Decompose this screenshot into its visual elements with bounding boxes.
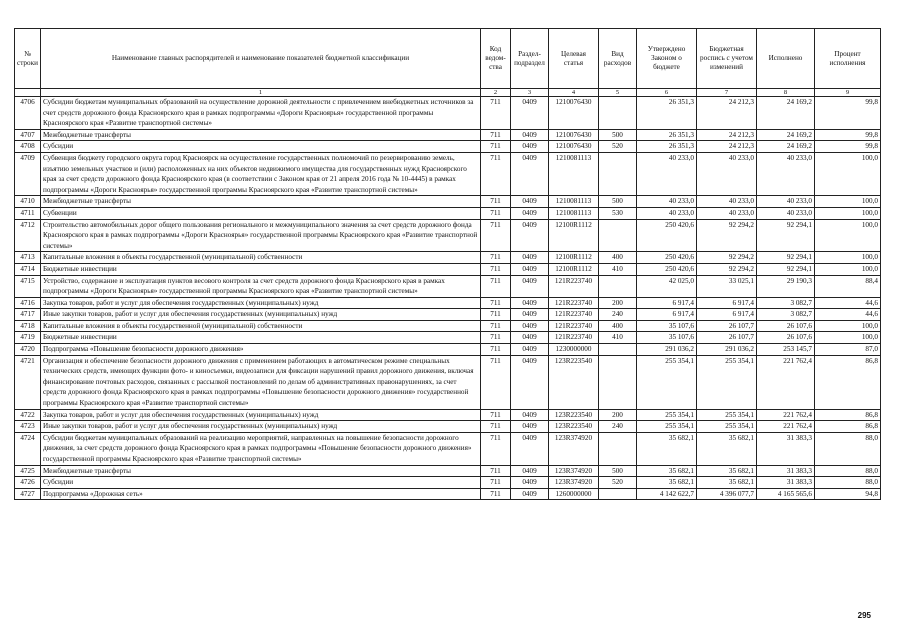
row-name: Иные закупки товаров, работ и услуг для обеспечения государственных (муниципальных) нужд xyxy=(41,421,481,433)
row-approved: 35 107,6 xyxy=(637,332,697,344)
row-number: 4713 xyxy=(15,252,41,264)
row-expense-kind: 520 xyxy=(599,141,637,153)
row-target-article: 121R223740 xyxy=(549,275,599,297)
row-budget-list: 24 212,3 xyxy=(697,129,757,141)
table-row xyxy=(15,409,881,421)
row-budget-list: 92 294,2 xyxy=(697,263,757,275)
row-expense-kind: 400 xyxy=(599,252,637,264)
row-number: 4709 xyxy=(15,152,41,195)
row-executed: 3 082,7 xyxy=(757,297,815,309)
row-executed: 221 762,4 xyxy=(757,355,815,409)
row-dept-code: 711 xyxy=(481,97,511,130)
row-section: 0409 xyxy=(511,196,549,208)
row-section: 0409 xyxy=(511,207,549,219)
row-target-article: 1210076430 xyxy=(549,129,599,141)
table-row xyxy=(15,488,881,500)
row-executed: 24 169,2 xyxy=(757,97,815,130)
row-expense-kind xyxy=(599,432,637,465)
row-expense-kind: 200 xyxy=(599,409,637,421)
row-approved: 255 354,1 xyxy=(637,355,697,409)
row-percent: 94,8 xyxy=(815,488,881,500)
row-dept-code: 711 xyxy=(481,488,511,500)
row-expense-kind xyxy=(599,97,637,130)
row-expense-kind: 410 xyxy=(599,332,637,344)
row-section: 0409 xyxy=(511,297,549,309)
row-expense-kind: 530 xyxy=(599,207,637,219)
row-target-article: 123R223540 xyxy=(549,409,599,421)
row-expense-kind xyxy=(599,275,637,297)
row-section: 0409 xyxy=(511,97,549,130)
row-section: 0409 xyxy=(511,152,549,195)
row-dept-code: 711 xyxy=(481,332,511,344)
row-expense-kind: 500 xyxy=(599,129,637,141)
table-row xyxy=(15,309,881,321)
row-name: Иные закупки товаров, работ и услуг для обеспечения государственных (муниципальных) нужд xyxy=(41,309,481,321)
row-executed: 4 165 565,6 xyxy=(757,488,815,500)
row-dept-code: 711 xyxy=(481,219,511,252)
row-approved: 250 420,6 xyxy=(637,252,697,264)
row-number: 4723 xyxy=(15,421,41,433)
row-approved: 40 233,0 xyxy=(637,196,697,208)
row-expense-kind: 200 xyxy=(599,297,637,309)
header-name: Наименование главных распорядителей и наименование показателей бюджетной классификации xyxy=(41,29,481,89)
row-executed: 40 233,0 xyxy=(757,207,815,219)
row-name: Межбюджетные трансферты xyxy=(41,129,481,141)
row-budget-list: 24 212,3 xyxy=(697,141,757,153)
row-name: Субсидии xyxy=(41,477,481,489)
row-approved: 35 682,1 xyxy=(637,465,697,477)
row-expense-kind: 240 xyxy=(599,421,637,433)
row-section: 0409 xyxy=(511,141,549,153)
row-dept-code: 711 xyxy=(481,409,511,421)
row-target-article: 121R223740 xyxy=(549,309,599,321)
row-number: 4708 xyxy=(15,141,41,153)
row-number: 4724 xyxy=(15,432,41,465)
row-percent: 99,8 xyxy=(815,129,881,141)
row-section: 0409 xyxy=(511,309,549,321)
header-kind: Вид расходов xyxy=(599,29,637,89)
row-number: 4722 xyxy=(15,409,41,421)
row-executed: 24 169,2 xyxy=(757,141,815,153)
row-percent: 88,0 xyxy=(815,432,881,465)
row-number: 4718 xyxy=(15,320,41,332)
table-row xyxy=(15,344,881,356)
row-expense-kind xyxy=(599,355,637,409)
row-budget-list: 6 917,4 xyxy=(697,309,757,321)
row-executed: 24 169,2 xyxy=(757,129,815,141)
row-name: Организация и обеспечение безопасности дорожного движения с применением работающих в автоматическом режиме специальных технических средств, имеющих функции фото- и киносъемки, видеозаписи для фиксации нарушений правил дорожного движения, включая финансирование почтовых расходов, связанных с рассылкой постановлений по делам об административных правонарушениях, за счет средств дорожного фонда Красноярского края в рамках подпрограммы «Повышение безопасности дорожного движения» государственной программы Красноярского края «Развитие транспортной системы» xyxy=(41,355,481,409)
row-target-article: 123R374920 xyxy=(549,477,599,489)
row-target-article: 12100R1112 xyxy=(549,219,599,252)
row-dept-code: 711 xyxy=(481,309,511,321)
header-row-no: № строки xyxy=(15,29,41,89)
row-expense-kind: 410 xyxy=(599,263,637,275)
row-section: 0409 xyxy=(511,332,549,344)
row-name: Капитальные вложения в объекты государственной (муниципальной) собственности xyxy=(41,320,481,332)
row-percent: 86,8 xyxy=(815,421,881,433)
row-percent: 100,0 xyxy=(815,219,881,252)
row-target-article: 1210081113 xyxy=(549,196,599,208)
row-section: 0409 xyxy=(511,465,549,477)
row-dept-code: 711 xyxy=(481,344,511,356)
row-number: 4715 xyxy=(15,275,41,297)
row-expense-kind xyxy=(599,219,637,252)
row-executed: 221 762,4 xyxy=(757,421,815,433)
row-target-article: 1230000000 xyxy=(549,344,599,356)
row-approved: 35 682,1 xyxy=(637,477,697,489)
row-budget-list: 40 233,0 xyxy=(697,207,757,219)
table-row xyxy=(15,275,881,297)
row-dept-code: 711 xyxy=(481,263,511,275)
table-row xyxy=(15,152,881,195)
row-name: Межбюджетные трансферты xyxy=(41,196,481,208)
row-approved: 26 351,3 xyxy=(637,97,697,130)
row-name: Межбюджетные трансферты xyxy=(41,465,481,477)
column-number: 6 xyxy=(637,89,697,97)
header-executed: Исполнено xyxy=(757,29,815,89)
header-target: Целевая статья xyxy=(549,29,599,89)
row-target-article: 12100R1112 xyxy=(549,263,599,275)
row-name: Закупка товаров, работ и услуг для обеспечения государственных (муниципальных) нужд xyxy=(41,297,481,309)
row-percent: 99,8 xyxy=(815,141,881,153)
row-section: 0409 xyxy=(511,252,549,264)
table-row xyxy=(15,196,881,208)
row-expense-kind xyxy=(599,344,637,356)
row-executed: 40 233,0 xyxy=(757,152,815,195)
row-dept-code: 711 xyxy=(481,465,511,477)
row-section: 0409 xyxy=(511,355,549,409)
column-number: 8 xyxy=(757,89,815,97)
row-expense-kind: 400 xyxy=(599,320,637,332)
row-percent: 100,0 xyxy=(815,252,881,264)
row-target-article: 1210076430 xyxy=(549,141,599,153)
header-dept: Код ведом-ства xyxy=(481,29,511,89)
row-section: 0409 xyxy=(511,477,549,489)
row-approved: 4 142 622,7 xyxy=(637,488,697,500)
row-approved: 26 351,3 xyxy=(637,141,697,153)
row-dept-code: 711 xyxy=(481,477,511,489)
row-target-article: 12100R1112 xyxy=(549,252,599,264)
table-row xyxy=(15,477,881,489)
row-expense-kind: 240 xyxy=(599,309,637,321)
row-executed: 31 383,3 xyxy=(757,432,815,465)
row-approved: 250 420,6 xyxy=(637,263,697,275)
row-target-article: 1260000000 xyxy=(549,488,599,500)
row-dept-code: 711 xyxy=(481,252,511,264)
table-row xyxy=(15,421,881,433)
row-name: Субсидии бюджетам муниципальных образований на реализацию мероприятий, направленных на повышение безопасности дорожного движения, за счет средств дорожного фонда Красноярского края в рамках подпрограммы «Повышение безопасности дорожного движения» государственной программы Красноярского края «Развитие транспортной системы» xyxy=(41,432,481,465)
row-name: Устройство, содержание и эксплуатация пунктов весового контроля за счет средств дорожного фонда Красноярского края в рамках подпрограммы «Дороги Красноярья» государственной программы Красноярского края «Развитие транспортной системы» xyxy=(41,275,481,297)
row-dept-code: 711 xyxy=(481,196,511,208)
table-row xyxy=(15,97,881,130)
row-percent: 86,8 xyxy=(815,409,881,421)
column-number-blank xyxy=(15,89,41,97)
table-row xyxy=(15,297,881,309)
row-budget-list: 26 107,7 xyxy=(697,320,757,332)
header-approved: Утверждено Законом о бюджете xyxy=(637,29,697,89)
row-dept-code: 711 xyxy=(481,275,511,297)
row-approved: 26 351,3 xyxy=(637,129,697,141)
budget-table xyxy=(14,28,881,500)
table-row xyxy=(15,207,881,219)
column-number: 2 xyxy=(481,89,511,97)
row-target-article: 121R223740 xyxy=(549,332,599,344)
row-budget-list: 92 294,2 xyxy=(697,219,757,252)
row-executed: 31 383,3 xyxy=(757,465,815,477)
table-row xyxy=(15,465,881,477)
row-percent: 100,0 xyxy=(815,263,881,275)
row-target-article: 123R223540 xyxy=(549,355,599,409)
row-expense-kind: 520 xyxy=(599,477,637,489)
row-number: 4721 xyxy=(15,355,41,409)
row-percent: 99,8 xyxy=(815,97,881,130)
row-dept-code: 711 xyxy=(481,432,511,465)
row-percent: 100,0 xyxy=(815,207,881,219)
row-name: Закупка товаров, работ и услуг для обеспечения государственных (муниципальных) нужд xyxy=(41,409,481,421)
row-number: 4714 xyxy=(15,263,41,275)
table-row xyxy=(15,263,881,275)
row-approved: 6 917,4 xyxy=(637,309,697,321)
row-target-article: 121R223740 xyxy=(549,297,599,309)
column-number: 7 xyxy=(697,89,757,97)
row-executed: 26 107,6 xyxy=(757,320,815,332)
row-section: 0409 xyxy=(511,409,549,421)
row-approved: 35 107,6 xyxy=(637,320,697,332)
row-executed: 26 107,6 xyxy=(757,332,815,344)
row-target-article: 1210076430 xyxy=(549,97,599,130)
row-number: 4727 xyxy=(15,488,41,500)
row-target-article: 123R223540 xyxy=(549,421,599,433)
row-percent: 100,0 xyxy=(815,320,881,332)
row-executed: 221 762,4 xyxy=(757,409,815,421)
row-dept-code: 711 xyxy=(481,421,511,433)
row-number: 4726 xyxy=(15,477,41,489)
row-number: 4716 xyxy=(15,297,41,309)
row-executed: 40 233,0 xyxy=(757,196,815,208)
row-name: Подпрограмма «Дорожная сеть» xyxy=(41,488,481,500)
table-row xyxy=(15,332,881,344)
row-expense-kind: 500 xyxy=(599,465,637,477)
row-budget-list: 255 354,1 xyxy=(697,355,757,409)
row-percent: 44,6 xyxy=(815,297,881,309)
row-name: Капитальные вложения в объекты государственной (муниципальной) собственности xyxy=(41,252,481,264)
column-number-row xyxy=(15,89,881,97)
row-section: 0409 xyxy=(511,275,549,297)
row-approved: 291 036,2 xyxy=(637,344,697,356)
row-target-article: 121R223740 xyxy=(549,320,599,332)
row-executed: 31 383,3 xyxy=(757,477,815,489)
row-name: Субвенция бюджету городского округа город Красноярск на осуществление государственных полномочий по резервированию земель, изъятию земельных участков и (или) расположенных на них объектов недвижимого имущества для государственных нужд Красноярского края за счет средств дорожного фонда Красноярского края (в соответствии с Законом края от 21 апреля 2016 года № 10-4445) в рамках подпрограммы «Дороги Красноярья» государственной программы Красноярского края «Развитие транспортной системы» xyxy=(41,152,481,195)
row-section: 0409 xyxy=(511,320,549,332)
row-percent: 100,0 xyxy=(815,196,881,208)
column-number: 1 xyxy=(41,89,481,97)
row-budget-list: 35 682,1 xyxy=(697,477,757,489)
page-number: 295 xyxy=(857,611,871,620)
row-number: 4725 xyxy=(15,465,41,477)
row-approved: 40 233,0 xyxy=(637,207,697,219)
row-budget-list: 255 354,1 xyxy=(697,409,757,421)
row-expense-kind xyxy=(599,488,637,500)
row-name: Субсидии бюджетам муниципальных образований на осуществление дорожной деятельности с привлечением внебюджетных источников за счет средств дорожного фонда Красноярского края в рамках подпрограммы «Дороги Красноярья» государственной программы Красноярского края «Развитие транспортной системы» xyxy=(41,97,481,130)
row-number: 4706 xyxy=(15,97,41,130)
row-approved: 6 917,4 xyxy=(637,297,697,309)
row-name: Бюджетные инвестиции xyxy=(41,263,481,275)
row-section: 0409 xyxy=(511,432,549,465)
row-section: 0409 xyxy=(511,344,549,356)
row-name: Строительство автомобильных дорог общего пользования регионального и межмуниципального значения за счет средств дорожного фонда Красноярского края в рамках подпрограммы «Дороги Красноярья» государственной программы Красноярского края «Развитие транспортной системы» xyxy=(41,219,481,252)
row-number: 4707 xyxy=(15,129,41,141)
row-target-article: 123R374920 xyxy=(549,432,599,465)
table-row xyxy=(15,320,881,332)
table-body xyxy=(15,97,881,500)
table-row xyxy=(15,219,881,252)
row-executed: 253 145,7 xyxy=(757,344,815,356)
row-target-article: 123R374920 xyxy=(549,465,599,477)
row-dept-code: 711 xyxy=(481,152,511,195)
header-percent: Процент исполнения xyxy=(815,29,881,89)
row-percent: 100,0 xyxy=(815,332,881,344)
row-budget-list: 92 294,2 xyxy=(697,252,757,264)
row-approved: 255 354,1 xyxy=(637,409,697,421)
row-number: 4712 xyxy=(15,219,41,252)
row-number: 4719 xyxy=(15,332,41,344)
row-dept-code: 711 xyxy=(481,320,511,332)
row-approved: 40 233,0 xyxy=(637,152,697,195)
row-percent: 100,0 xyxy=(815,152,881,195)
row-budget-list: 40 233,0 xyxy=(697,196,757,208)
row-budget-list: 35 682,1 xyxy=(697,432,757,465)
row-section: 0409 xyxy=(511,129,549,141)
table-row xyxy=(15,141,881,153)
row-approved: 255 354,1 xyxy=(637,421,697,433)
table-header-row xyxy=(15,29,881,89)
row-approved: 35 682,1 xyxy=(637,432,697,465)
row-name: Подпрограмма «Повышение безопасности дорожного движения» xyxy=(41,344,481,356)
table-row xyxy=(15,355,881,409)
row-budget-list: 6 917,4 xyxy=(697,297,757,309)
row-dept-code: 711 xyxy=(481,141,511,153)
row-approved: 42 025,0 xyxy=(637,275,697,297)
column-number: 5 xyxy=(599,89,637,97)
row-budget-list: 255 354,1 xyxy=(697,421,757,433)
row-expense-kind xyxy=(599,152,637,195)
row-section: 0409 xyxy=(511,421,549,433)
row-percent: 88,0 xyxy=(815,477,881,489)
row-section: 0409 xyxy=(511,219,549,252)
row-number: 4710 xyxy=(15,196,41,208)
row-percent: 88,4 xyxy=(815,275,881,297)
row-executed: 92 294,1 xyxy=(757,252,815,264)
row-percent: 44,6 xyxy=(815,309,881,321)
header-section: Раздел-подраздел xyxy=(511,29,549,89)
row-percent: 88,0 xyxy=(815,465,881,477)
table-row xyxy=(15,129,881,141)
column-number: 3 xyxy=(511,89,549,97)
row-dept-code: 711 xyxy=(481,129,511,141)
column-number: 4 xyxy=(549,89,599,97)
row-name: Субсидии xyxy=(41,141,481,153)
row-budget-list: 26 107,7 xyxy=(697,332,757,344)
row-expense-kind: 500 xyxy=(599,196,637,208)
row-executed: 29 190,3 xyxy=(757,275,815,297)
row-percent: 87,0 xyxy=(815,344,881,356)
row-dept-code: 711 xyxy=(481,355,511,409)
column-number: 9 xyxy=(815,89,881,97)
row-section: 0409 xyxy=(511,488,549,500)
row-budget-list: 35 682,1 xyxy=(697,465,757,477)
row-name: Субвенции xyxy=(41,207,481,219)
row-number: 4720 xyxy=(15,344,41,356)
row-dept-code: 711 xyxy=(481,297,511,309)
row-budget-list: 4 396 077,7 xyxy=(697,488,757,500)
row-target-article: 1210081113 xyxy=(549,152,599,195)
table-row xyxy=(15,252,881,264)
header-budget-list: Бюджетная роспись с учетом изменений xyxy=(697,29,757,89)
row-budget-list: 24 212,3 xyxy=(697,97,757,130)
row-number: 4711 xyxy=(15,207,41,219)
row-name: Бюджетные инвестиции xyxy=(41,332,481,344)
row-target-article: 1210081113 xyxy=(549,207,599,219)
row-approved: 250 420,6 xyxy=(637,219,697,252)
row-budget-list: 291 036,2 xyxy=(697,344,757,356)
row-section: 0409 xyxy=(511,263,549,275)
row-budget-list: 33 025,1 xyxy=(697,275,757,297)
row-dept-code: 711 xyxy=(481,207,511,219)
row-executed: 92 294,1 xyxy=(757,263,815,275)
row-executed: 3 082,7 xyxy=(757,309,815,321)
row-percent: 86,8 xyxy=(815,355,881,409)
row-number: 4717 xyxy=(15,309,41,321)
row-executed: 92 294,1 xyxy=(757,219,815,252)
table-row xyxy=(15,432,881,465)
row-budget-list: 40 233,0 xyxy=(697,152,757,195)
